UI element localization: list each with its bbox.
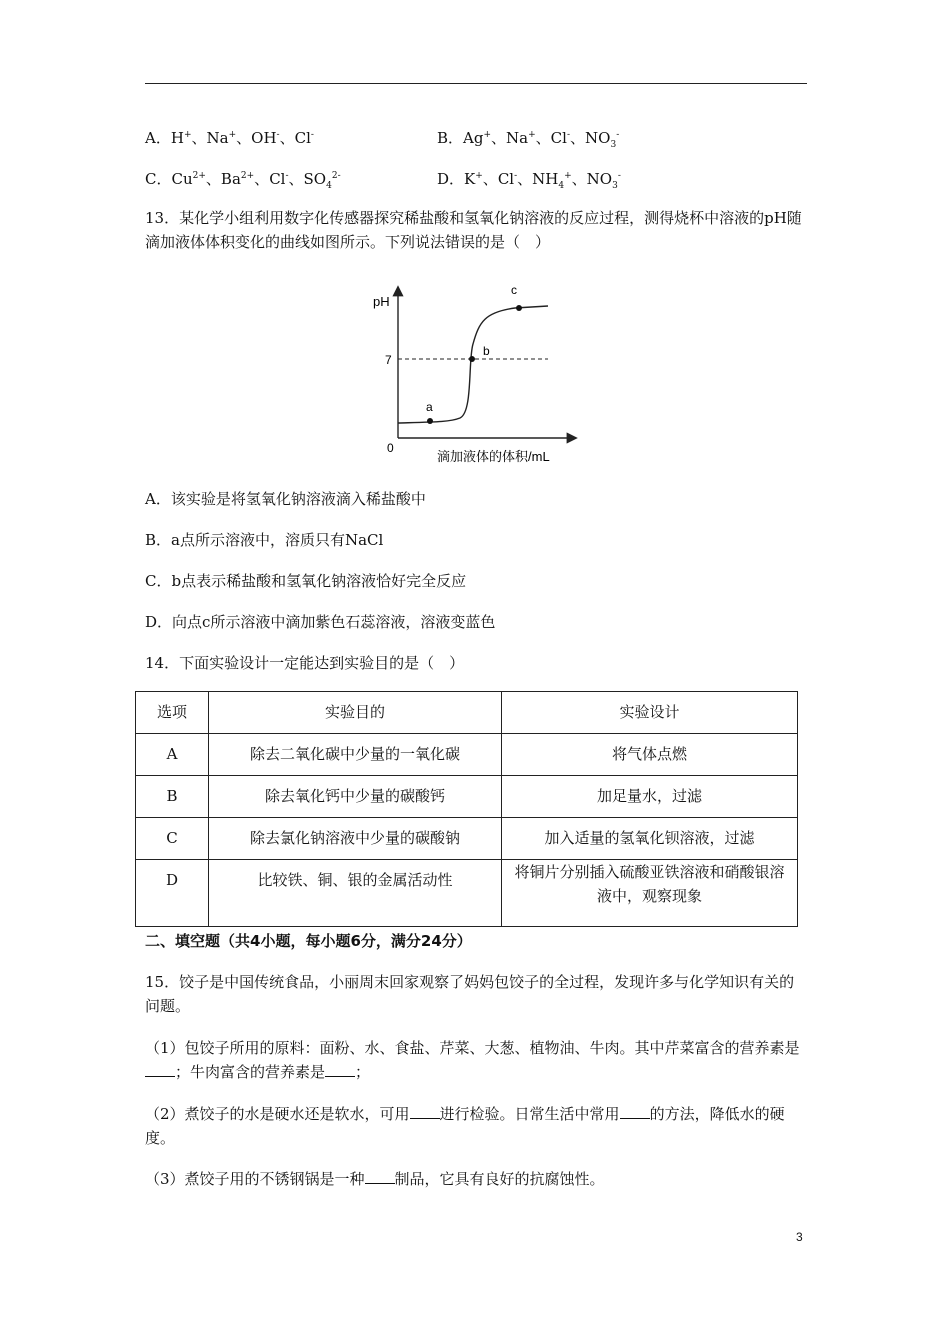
q14-stem: 14．下面实验设计一定能达到实验目的是（ ） (145, 654, 465, 672)
option-label: C． (145, 170, 172, 188)
q12-option-d[interactable]: D．K+、Cl-、$NH_4^+$、$NO_3^-$ (437, 170, 621, 191)
point-b-label: b (483, 344, 490, 358)
ion: Na+ (506, 129, 536, 147)
ph-curve (398, 306, 548, 423)
option-label: D． (437, 170, 465, 188)
option-label: A． (145, 129, 171, 147)
blank-material-type[interactable] (365, 1169, 395, 1184)
header-rule (145, 83, 807, 84)
ion: Cl- (497, 170, 518, 188)
row-b-option: B (136, 776, 209, 818)
q15-stem: 15．饺子是中国传统食品，小丽周末回家观察了妈妈包饺子的全过程，发现许多与化学知识有关的问题。 (145, 973, 795, 1015)
row-a-design: 将气体点燃 (502, 734, 798, 776)
ion: $NH_4^+$ (532, 170, 572, 191)
q15-p3-text-b: 制品，它具有良好的抗腐蚀性。 (394, 1170, 605, 1188)
q15-p3-text-a: （3）煮饺子用的不锈钢锅是一种 (145, 1170, 365, 1188)
row-a-option: A (136, 734, 209, 776)
q15-p2-text-b: 进行检验。日常生活中常用 (439, 1105, 620, 1123)
q13-option-d[interactable]: D．向点c所示溶液中滴加紫色石蕊溶液，溶液变蓝色 (145, 613, 496, 631)
table-row (136, 818, 798, 860)
header-design: 实验设计 (502, 692, 798, 734)
row-a-purpose: 除去二氧化碳中少量的一氧化碳 (209, 734, 502, 776)
ion: $SO_4^{2-}$ (303, 170, 341, 191)
row-c-design: 加入适量的氢氧化钡溶液，过滤 (502, 818, 798, 860)
q15-p1-text-a: （1）包饺子所用的原料：面粉、水、食盐、芹菜、大葱、植物油、牛肉。其中芹菜富含的营养素是 (145, 1039, 800, 1057)
ph-curve-chart (365, 280, 590, 470)
ion: $NO_3^-$ (586, 170, 621, 191)
y-axis-label: pH (373, 294, 390, 309)
q13-option-b[interactable]: B．a点所示溶液中，溶质只有NaCl (145, 531, 384, 549)
q15-part-3 (145, 1167, 807, 1191)
x-axis-label: 滴加液体的体积/mL (437, 449, 550, 464)
page-number: 3 (796, 1230, 803, 1244)
point-a-marker (427, 418, 433, 424)
point-c-label: c (511, 283, 517, 297)
blank-celery-nutrient[interactable] (145, 1062, 175, 1077)
header-purpose: 实验目的 (209, 692, 502, 734)
section-heading: 二、填空题（共4小题，每小题6分，满分24分） (145, 932, 472, 950)
q15-part-2 (145, 1102, 807, 1150)
point-a-label: a (426, 400, 433, 414)
row-d-design: 将铜片分别插入硫酸亚铁溶液和硝酸银溶液中，观察现象 (502, 860, 798, 927)
table-row (136, 734, 798, 776)
experiment-table (135, 691, 798, 927)
q15-part-1 (145, 1036, 807, 1084)
row-c-purpose: 除去氯化钠溶液中少量的碳酸钠 (209, 818, 502, 860)
ion: OH- (251, 129, 280, 147)
ion: $NO_3^-$ (585, 129, 620, 150)
q15-p1-text-b: ；牛肉富含的营养素是 (175, 1063, 326, 1081)
ion: Cl- (550, 129, 570, 147)
ion: $Ba^{2+}$ (220, 170, 255, 188)
table-row (136, 776, 798, 818)
ion: Cl- (294, 129, 314, 147)
option-label: B． (437, 129, 464, 147)
table-row (136, 860, 798, 927)
blank-softening-method[interactable] (620, 1104, 650, 1119)
row-b-design: 加足量水，过滤 (502, 776, 798, 818)
q12-option-c[interactable]: C．$Cu^{2+}$、$Ba^{2+}$、Cl-、$SO_4^{2-}$ (145, 170, 341, 191)
point-b-marker (469, 356, 475, 362)
ion: Cl- (269, 170, 289, 188)
q13-option-a[interactable]: A．该实验是将氢氧化钠溶液滴入稀盐酸中 (145, 490, 426, 508)
row-b-purpose: 除去氧化钙中少量的碳酸钙 (209, 776, 502, 818)
blank-beef-nutrient[interactable] (325, 1062, 355, 1077)
q12-option-b[interactable]: B．Ag+、Na+、Cl-、$NO_3^-$ (437, 129, 620, 150)
q15-p2-text-a: （2）煮饺子的水是硬水还是软水，可用 (145, 1105, 410, 1123)
ion: $Cu^{2+}$ (171, 170, 206, 188)
ion: H+ (170, 129, 192, 147)
row-c-option: C (136, 818, 209, 860)
ion: Na+ (206, 129, 237, 147)
q13-option-c[interactable]: C．b点表示稀盐酸和氢氧化钠溶液恰好完全反应 (145, 572, 467, 590)
q12-option-a[interactable]: A．H+、Na+、OH-、Cl- (145, 129, 314, 147)
blank-test-reagent[interactable] (410, 1104, 440, 1119)
ion: K+ (464, 170, 483, 188)
header-option: 选项 (136, 692, 209, 734)
table-header-row (136, 692, 798, 734)
origin-label: 0 (387, 441, 394, 455)
tick-7-label: 7 (385, 353, 392, 367)
row-d-option: D (136, 860, 209, 927)
point-c-marker (516, 305, 522, 311)
q15-p1-text-c: ； (355, 1063, 371, 1081)
q15-p2-text-c: 的方法，降低水的硬度。 (145, 1105, 785, 1147)
row-d-purpose: 比较铁、铜、银的金属活动性 (209, 860, 502, 927)
ion: Ag+ (463, 129, 492, 147)
q13-stem: 13．某化学小组利用数字化传感器探究稀盐酸和氢氧化钠溶液的反应过程，测得烧杯中溶液的pH随滴加液体体积变化的曲线如图所示。下列说法错误的是（ ） (145, 209, 802, 251)
